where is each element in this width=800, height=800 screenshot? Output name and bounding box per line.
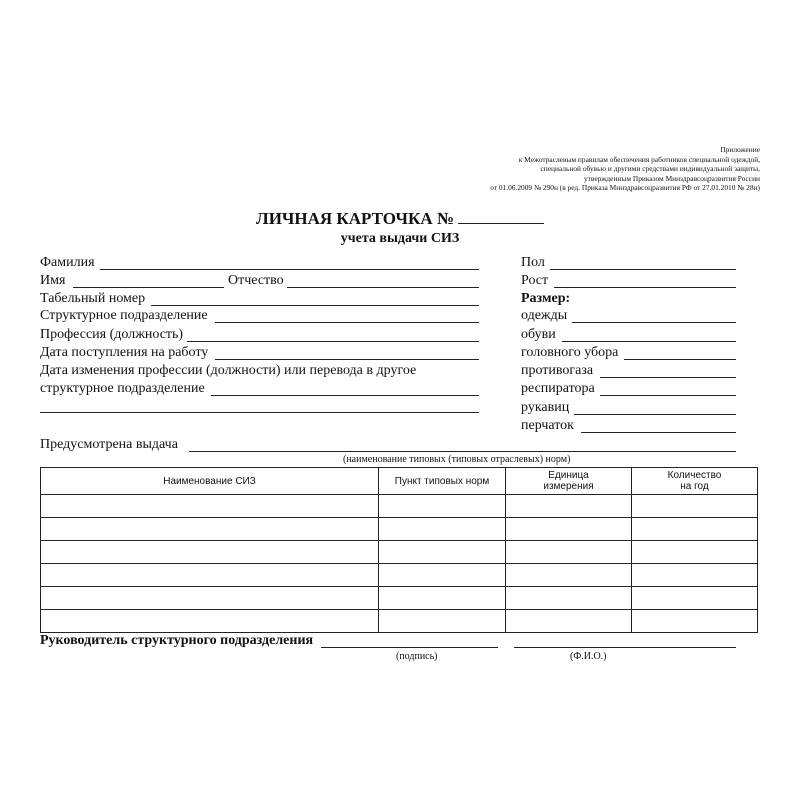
change-date-field-extra[interactable] <box>40 412 479 413</box>
col-header-unit <box>506 468 632 495</box>
change-date-label: Дата изменения профессии (должности) или перевода в другое <box>40 363 417 378</box>
patronymic-label: Отчество <box>228 273 284 288</box>
table-cell[interactable] <box>379 610 506 633</box>
provision-field[interactable] <box>189 451 736 452</box>
surname-label: Фамилия <box>40 255 95 270</box>
hire-date-label: Дата поступления на работу <box>40 345 209 360</box>
appendix-note <box>340 145 760 193</box>
appendix-line: к Межотраслевым правилам обеспечения работников специальной одеждой, <box>518 154 760 164</box>
table-cell[interactable] <box>379 541 506 564</box>
appendix-line: Приложение <box>720 145 760 154</box>
profession-label: Профессия (должность) <box>40 327 184 342</box>
sex-field[interactable] <box>550 269 736 270</box>
hire-date-field[interactable] <box>215 359 479 360</box>
respirator-size-field[interactable] <box>600 395 736 396</box>
mittens-size-label: рукавиц <box>521 400 570 415</box>
appendix-line: специальной обувью и другими средствами индивидуальной защиты, <box>540 164 760 174</box>
table-cell[interactable] <box>632 541 758 564</box>
name-field[interactable] <box>73 287 224 288</box>
patronymic-field[interactable] <box>287 287 479 288</box>
table-cell[interactable] <box>632 495 758 518</box>
table-cell[interactable] <box>379 587 506 610</box>
shoe-size-field[interactable] <box>562 341 736 342</box>
mittens-size-field[interactable] <box>574 414 736 415</box>
table-cell[interactable] <box>41 541 379 564</box>
table-cell[interactable] <box>379 495 506 518</box>
table-cell[interactable] <box>632 587 758 610</box>
personnel-number-field[interactable] <box>151 305 479 306</box>
clothing-size-label: одежды <box>521 308 568 323</box>
table-row <box>41 495 758 518</box>
profession-field[interactable] <box>187 341 479 342</box>
form-title <box>0 209 800 229</box>
table-cell[interactable] <box>506 610 632 633</box>
col-header-text: Наименование СИЗ <box>163 475 256 487</box>
change-date-label-cont: структурное подразделение <box>40 381 205 396</box>
headwear-size-field[interactable] <box>624 359 736 360</box>
table-cell[interactable] <box>506 541 632 564</box>
gloves-size-label: перчаток <box>521 418 574 433</box>
supervisor-label: Руководитель структурного подразделения <box>40 633 314 648</box>
table-cell[interactable] <box>41 518 379 541</box>
table-cell[interactable] <box>506 495 632 518</box>
table-cell[interactable] <box>41 564 379 587</box>
full-name-caption: (Ф.И.О.) <box>570 651 607 662</box>
table-cell[interactable] <box>632 564 758 587</box>
surname-field[interactable] <box>100 269 479 270</box>
table-cell[interactable] <box>379 564 506 587</box>
col-header-text: Количество на год <box>667 470 722 492</box>
col-header-quantity <box>632 468 758 495</box>
gas-mask-size-label: противогаза <box>521 363 594 378</box>
col-header-norm-item <box>379 468 506 495</box>
table-cell[interactable] <box>41 587 379 610</box>
table-cell[interactable] <box>41 610 379 633</box>
table-cell[interactable] <box>379 518 506 541</box>
personnel-number-label: Табельный номер <box>40 291 146 306</box>
table-row <box>41 518 758 541</box>
signature-field[interactable] <box>321 647 498 648</box>
table-row <box>41 587 758 610</box>
card-number-field[interactable] <box>458 211 544 224</box>
height-field[interactable] <box>554 287 736 288</box>
department-label: Структурное подразделение <box>40 308 208 323</box>
col-header-text: Единица измерения <box>543 470 594 492</box>
sex-label: Пол <box>521 255 545 270</box>
col-header-ppe-name <box>41 468 379 495</box>
table-cell[interactable] <box>632 610 758 633</box>
respirator-size-label: респиратора <box>521 381 595 396</box>
appendix-line: утвержденным Приказом Минздравсоцразвития России <box>583 173 760 183</box>
change-date-field[interactable] <box>211 395 479 396</box>
clothing-size-field[interactable] <box>572 322 736 323</box>
form-title-text: ЛИЧНАЯ КАРТОЧКА № <box>256 209 454 228</box>
gas-mask-size-field[interactable] <box>600 377 736 378</box>
table-cell[interactable] <box>506 587 632 610</box>
size-header: Размер: <box>521 291 571 306</box>
department-field[interactable] <box>215 322 479 323</box>
table-cell[interactable] <box>632 518 758 541</box>
ppe-table <box>40 467 758 633</box>
table-cell[interactable] <box>41 495 379 518</box>
provision-label: Предусмотрена выдача <box>40 437 178 452</box>
shoe-size-label: обуви <box>521 327 556 342</box>
signature-caption: (подпись) <box>396 651 438 662</box>
provision-caption: (наименование типовых (типовых отраслевых) норм) <box>343 454 571 465</box>
height-label: Рост <box>521 273 549 288</box>
full-name-field[interactable] <box>514 647 736 648</box>
gloves-size-field[interactable] <box>581 432 736 433</box>
table-cell[interactable] <box>506 518 632 541</box>
table-header-row <box>41 468 758 495</box>
form-subtitle: учета выдачи СИЗ <box>340 231 460 246</box>
table-row <box>41 564 758 587</box>
name-label: Имя <box>40 273 66 288</box>
col-header-text: Пункт типовых норм <box>394 475 490 487</box>
table-cell[interactable] <box>506 564 632 587</box>
appendix-line: от 01.06.2009 № 290н (в ред. Приказа Минздравсоцразвития РФ от 27.01.2010 № 28н) <box>490 183 760 193</box>
table-row <box>41 610 758 633</box>
table-row <box>41 541 758 564</box>
headwear-size-label: головного убора <box>521 345 619 360</box>
